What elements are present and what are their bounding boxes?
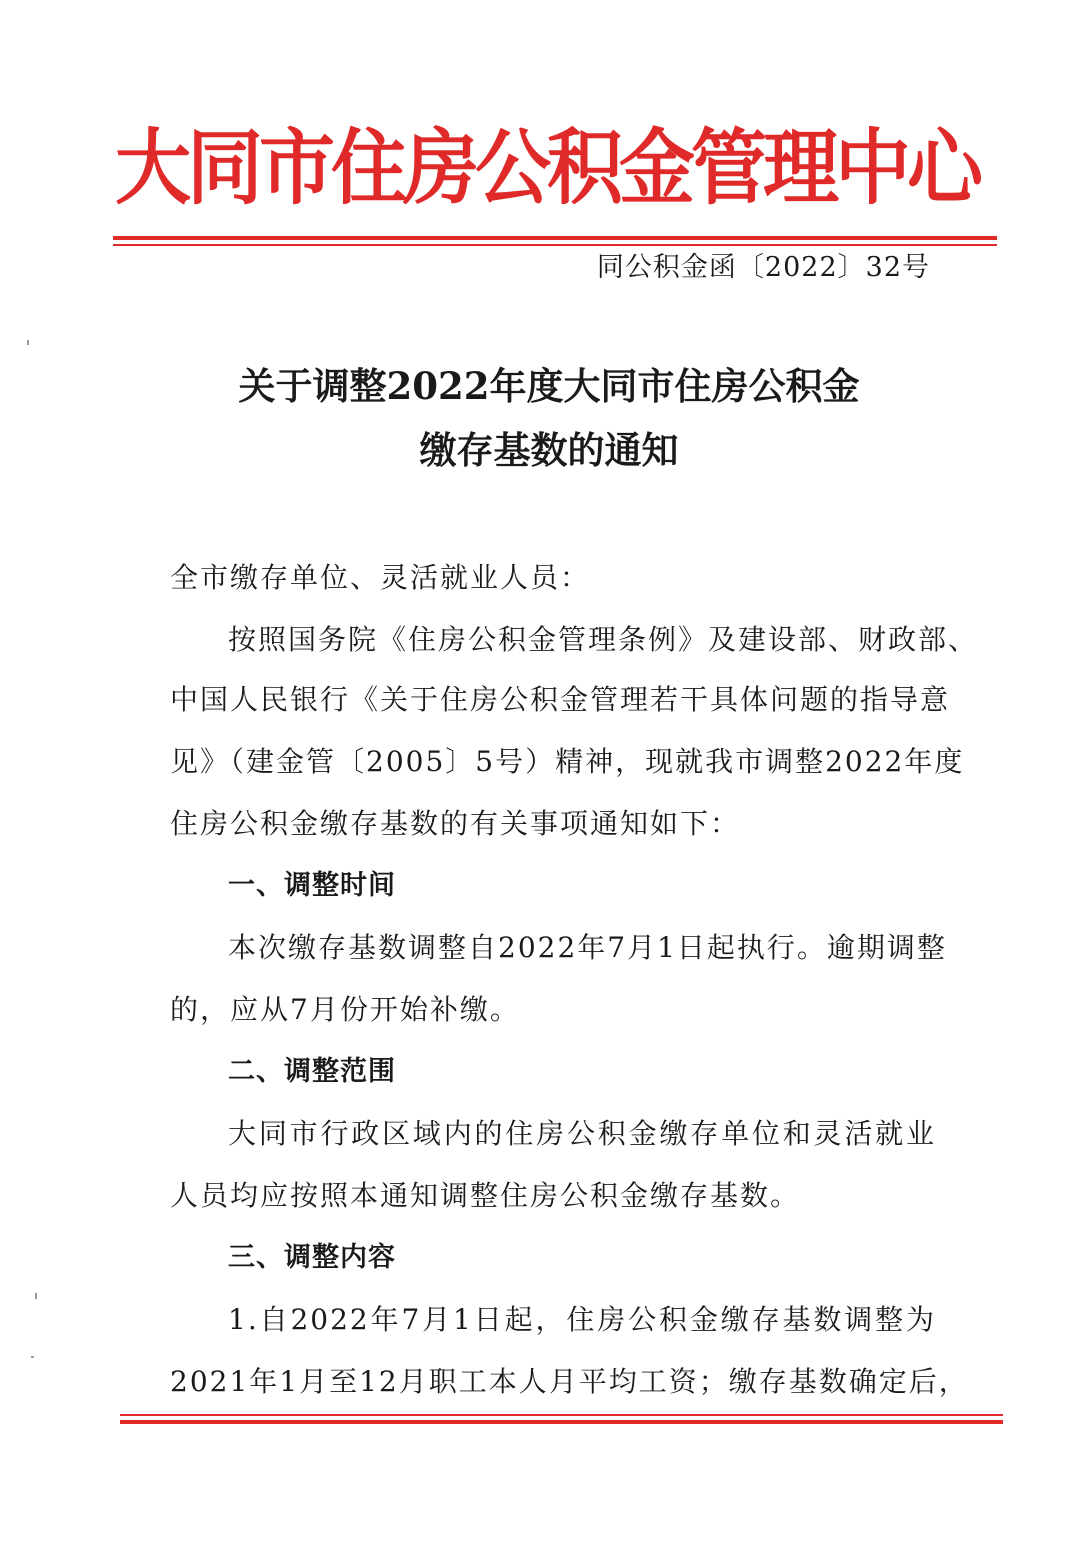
salutation: 全市缴存单位、灵活就业人员：: [170, 561, 591, 594]
section-line: 本次缴存基数调整自2022年7月1日起执行。逾期调整: [228, 931, 947, 964]
intro-line: 按照国务院《住房公积金管理条例》及建设部、财政部、: [228, 623, 979, 656]
agency-masthead: 大同市住房公积金管理中心: [115, 119, 979, 216]
intro-line: 见》（建金管〔2005〕5号）精神，现就我市调整2022年度: [170, 745, 965, 778]
section-line: 人员均应按照本通知调整住房公积金缴存基数。: [170, 1179, 801, 1212]
header-rule-thick: [113, 236, 997, 240]
footer-rule-thick: [120, 1420, 1003, 1424]
notice-title-line-2: 缴存基数的通知: [419, 428, 679, 472]
section-heading-scope: 二、调整范围: [228, 1056, 396, 1087]
section-line: 的，应从7月份开始补缴。: [170, 993, 520, 1026]
scan-speck: [31, 1356, 34, 1358]
header-rule-thin: [113, 244, 997, 246]
section-line: 1.自2022年7月1日起，住房公积金缴存基数调整为: [228, 1303, 936, 1336]
scan-speck: [35, 1293, 37, 1299]
section-line: 2021年1月至12月职工本人月平均工资；缴存基数确定后，: [170, 1365, 969, 1398]
document-number: 同公积金函〔2022〕32号: [596, 252, 930, 283]
section-line: 大同市行政区域内的住房公积金缴存单位和灵活就业: [228, 1117, 936, 1150]
section-heading-content: 三、调整内容: [228, 1242, 396, 1273]
notice-title-line-1: 关于调整2022年度大同市住房公积金: [238, 364, 860, 408]
section-heading-time: 一、调整时间: [228, 870, 396, 901]
intro-line: 住房公积金缴存基数的有关事项通知如下：: [170, 807, 741, 840]
footer-rule-thin: [120, 1414, 1003, 1416]
scan-speck: [27, 340, 29, 345]
intro-line: 中国人民银行《关于住房公积金管理若干具体问题的指导意: [170, 683, 951, 716]
